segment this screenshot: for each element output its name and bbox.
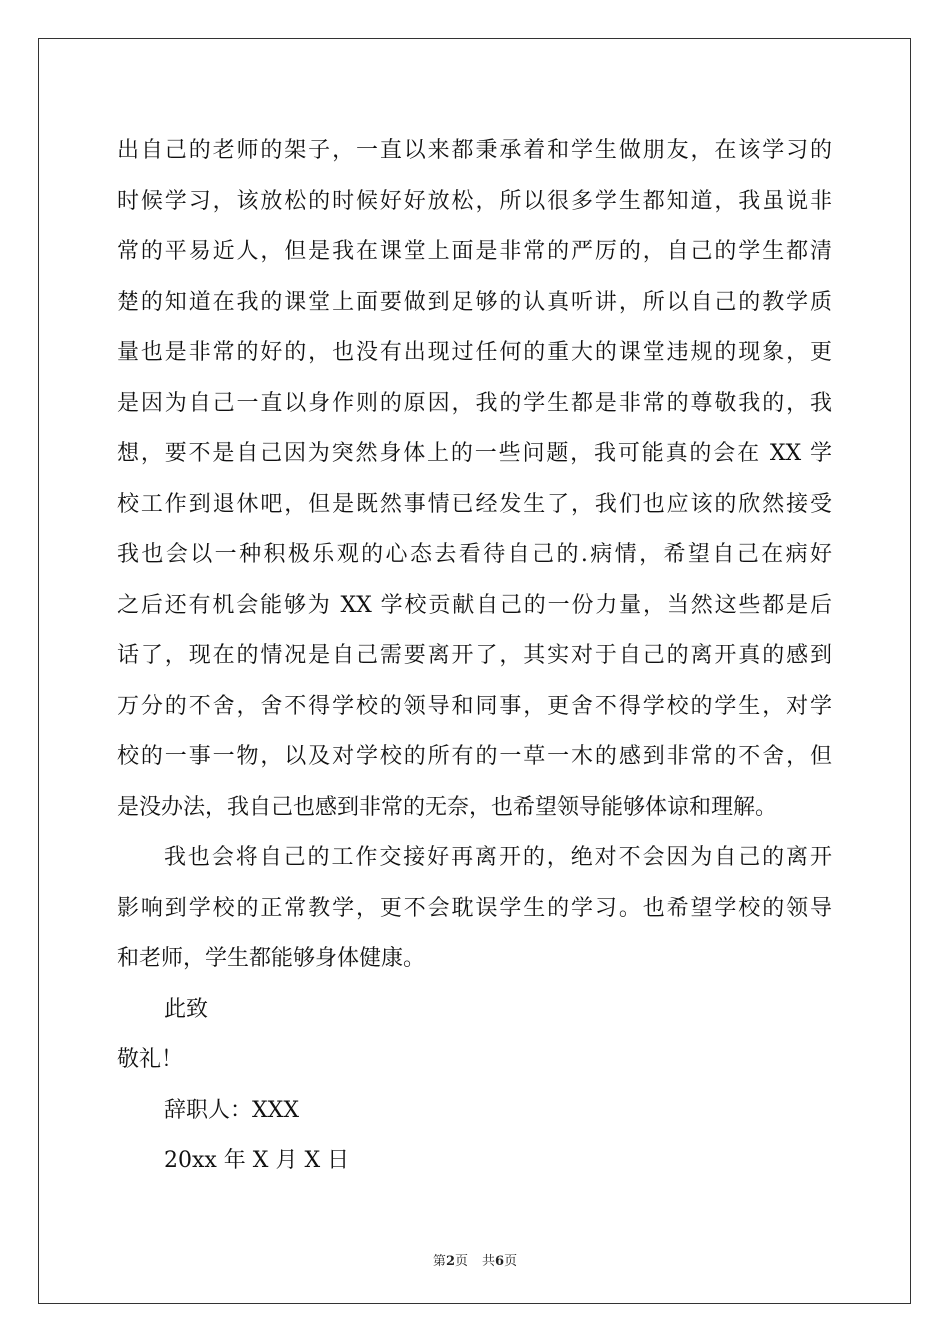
page-suffix: 页	[454, 1254, 468, 1269]
text-line: 是因为自己一直以身作则的原因，我的学生都是非常的尊敬我的，我	[117, 390, 832, 416]
text-line: 话了，现在的情况是自己需要离开了，其实对于自己的离开真的感到	[117, 643, 832, 668]
page-footer	[0, 1250, 950, 1269]
page-current: 2	[445, 1254, 455, 1269]
text-line: 常的平易近人，但是我在课堂上面是非常的严厉的，自己的学生都清	[117, 239, 832, 264]
text-line: 之后还有机会能够为 XX 学校贡献自己的一份力量，当然这些都是后	[117, 592, 832, 618]
page-total: 6	[495, 1254, 505, 1269]
text-line: 我也会以一种积极乐观的心态去看待自己的.病情，希望自己在病好	[117, 542, 832, 567]
total-prefix: 共	[482, 1254, 496, 1269]
paragraph-1	[117, 126, 832, 833]
signature: 辞职人：XXX	[164, 1097, 299, 1123]
text-line: 和老师，学生都能够身体健康。	[117, 946, 426, 971]
text-line: 影响到学校的正常教学，更不会耽误学生的学习。也希望学校的领导	[117, 895, 832, 921]
text-line: 我也会将自己的工作交接好再离开的，绝对不会因为自己的离开	[164, 845, 832, 870]
total-suffix: 页	[504, 1254, 518, 1269]
text-line: 量也是非常的好的，也没有出现过任何的重大的课堂违规的现象，更	[117, 340, 832, 365]
text-line: 校工作到退休吧，但是既然事情已经发生了，我们也应该的欣然接受	[117, 491, 832, 517]
text-line: 万分的不舍，舍不得学校的领导和同事，更舍不得学校的学生，对学	[117, 693, 832, 719]
closing: 此致	[164, 996, 209, 1022]
text-line: 是没办法，我自己也感到非常的无奈，也希望领导能够体谅和理解。	[117, 794, 778, 820]
page-prefix: 第	[432, 1254, 446, 1269]
text-line: 校的一事一物，以及对学校的所有的一草一木的感到非常的不舍，但	[117, 744, 832, 769]
text-line: 时候学习，该放松的时候好好放松，所以很多学生都知道，我虽说非	[117, 188, 832, 214]
letter-body	[117, 126, 832, 1187]
date: 20xx 年 X 月 X 日	[164, 1148, 350, 1173]
paragraph-2	[117, 833, 832, 985]
salute: 敬礼！	[117, 1047, 184, 1072]
text-line: 出自己的老师的架子，一直以来都秉承着和学生做朋友，在该学习的	[117, 138, 832, 163]
text-line: 想，要不是自己因为突然身体上的一些问题，我可能真的会在 XX 学	[117, 441, 832, 466]
text-line: 楚的知道在我的课堂上面要做到足够的认真听讲，所以自己的教学质	[117, 289, 832, 315]
